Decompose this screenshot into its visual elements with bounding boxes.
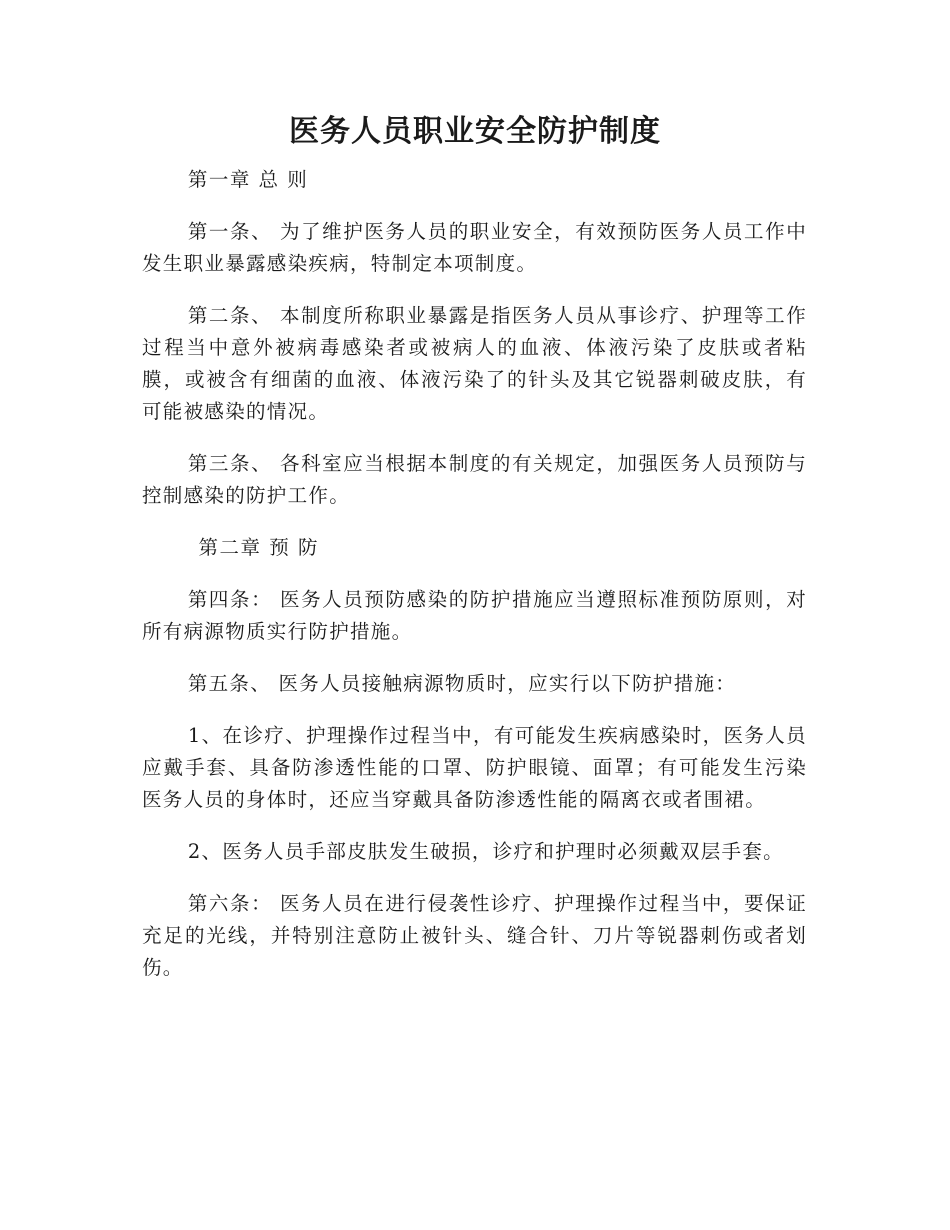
document-body [142, 164, 807, 1004]
document-title: 医务人员职业安全防护制度 [289, 114, 661, 149]
article-1: 第一条、 为了维护医务人员的职业安全，有效预防医务人员工作中发生职业暴露感染疾病，特制定本项制度。 [142, 220, 807, 275]
chapter-heading-1: 第一章 总 则 [187, 168, 309, 191]
article-3: 第三条、 各科室应当根据本制度的有关规定，加强医务人员预防与控制感染的防护工作。 [142, 452, 807, 507]
article-5-item-1: 1、在诊疗、护理操作过程当中，有可能发生疾病感染时，医务人员应戴手套、具备防渗透性能的口罩、防护眼镜、面罩；有可能发生污染医务人员的身体时，还应当穿戴具备防渗透性能的隔离衣或者围裙。 [142, 724, 807, 811]
article-4: 第四条： 医务人员预防感染的防护措施应当遵照标准预防原则，对所有病源物质实行防护措施。 [142, 588, 807, 643]
chapter-heading-2: 第二章 预 防 [198, 536, 319, 559]
article-5-item-2: 2、医务人员手部皮肤发生破损，诊疗和护理时必须戴双层手套。 [187, 840, 784, 863]
article-2: 第二条、 本制度所称职业暴露是指医务人员从事诊疗、护理等工作过程当中意外被病毒感染者或被病人的血液、体液污染了皮肤或者粘膜，或被含有细菌的血液、体液污染了的针头及其它锐器刺破皮肤，有可能被感染的情况。 [142, 304, 807, 423]
article-5: 第五条、 医务人员接触病源物质时，应实行以下防护措施： [187, 672, 737, 695]
article-6: 第六条： 医务人员在进行侵袭性诊疗、护理操作过程当中，要保证充足的光线，并特别注意防止被针头、缝合针、刀片等锐器刺伤或者划伤。 [142, 892, 807, 979]
